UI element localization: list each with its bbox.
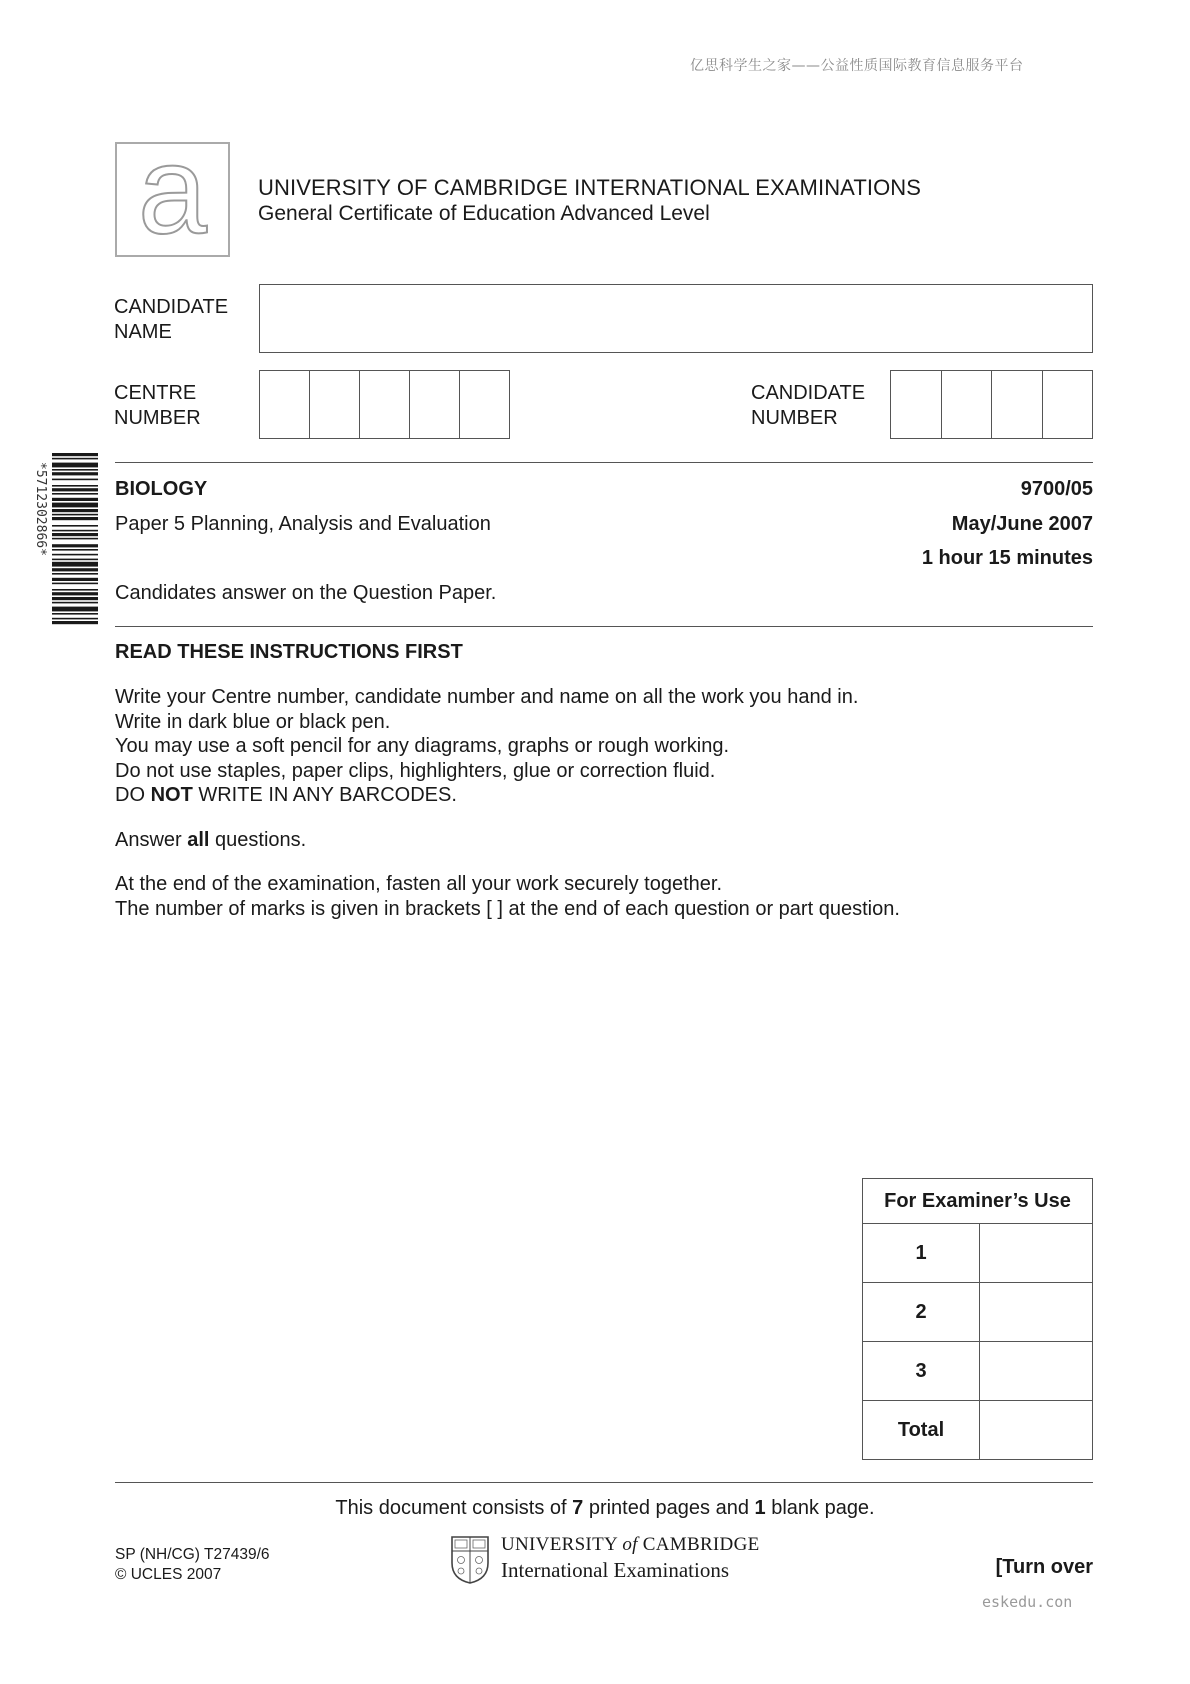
centre-number-label: CENTRE NUMBER	[114, 382, 201, 429]
question-number: 2	[863, 1283, 980, 1342]
barcode-bar	[52, 621, 98, 624]
candidate-number-cell[interactable]	[991, 371, 1042, 438]
total-mark-cell[interactable]	[980, 1401, 1093, 1460]
barcode-bar	[52, 493, 98, 495]
watermark-top: 亿思科学生之家——公益性质国际教育信息服务平台	[690, 58, 1024, 74]
barcode-bar	[52, 453, 98, 456]
instruction-answer-all: Answer all questions.	[115, 828, 307, 851]
barcode-bar	[52, 509, 98, 512]
examiner-use-heading: For Examiner’s Use	[863, 1179, 1093, 1224]
barcode-bar	[52, 559, 98, 561]
barcode-bar	[52, 618, 98, 620]
barcode-bar	[52, 517, 98, 520]
mark-cell[interactable]	[980, 1224, 1093, 1283]
question-number: 1	[863, 1224, 980, 1283]
barcode-bar	[52, 485, 98, 487]
divider	[115, 462, 1093, 463]
instruction-line: DO NOT WRITE IN ANY BARCODES.	[115, 784, 457, 806]
barcode-bar	[52, 538, 98, 540]
candidate-number-cell[interactable]	[941, 371, 992, 438]
candidate-number-cell[interactable]	[891, 371, 941, 438]
centre-number-cell[interactable]	[459, 371, 509, 438]
barcode-bar	[52, 613, 98, 615]
barcode-bar	[52, 498, 98, 501]
instruction-line: At the end of the examination, fasten all your work securely together.	[115, 873, 723, 895]
barcode-digits: *5712302866*	[33, 462, 48, 556]
mark-cell[interactable]	[980, 1342, 1093, 1401]
centre-number-cell[interactable]	[409, 371, 459, 438]
barcode	[52, 453, 98, 685]
barcode-bar	[52, 530, 98, 532]
divider	[115, 626, 1093, 627]
barcode-bar	[52, 544, 98, 547]
examiner-use-table	[862, 1178, 1093, 1460]
centre-number-cell[interactable]	[359, 371, 409, 438]
barcode-bar	[52, 463, 98, 468]
instruction-line: The number of marks is given in brackets [ ] at the end of each question or part question.	[115, 897, 900, 920]
centre-number-cell[interactable]	[260, 371, 309, 438]
barcode-bar	[52, 472, 98, 475]
logo-letter: a	[138, 122, 207, 260]
instructions-body	[115, 685, 1015, 921]
subject: BIOLOGY	[115, 478, 208, 500]
candidate-name-field[interactable]	[259, 284, 1093, 353]
candidate-number-field[interactable]	[890, 370, 1093, 439]
barcode-bar	[52, 562, 98, 567]
university-title: UNIVERSITY OF CAMBRIDGE INTERNATIONAL EXAMINATIONS	[258, 175, 922, 200]
candidate-number-cell[interactable]	[1042, 371, 1093, 438]
qualification-title: General Certificate of Education Advanced Level	[258, 202, 710, 225]
barcode-bar	[52, 514, 98, 516]
barcode-bar	[52, 549, 98, 551]
barcode-bar	[52, 589, 98, 591]
question-number: 3	[863, 1342, 980, 1401]
barcode-bar	[52, 583, 98, 585]
candidate-name-label: CANDIDATE NAME	[114, 296, 229, 343]
cambridge-logo-line1: UNIVERSITY of CAMBRIDGE	[501, 1534, 760, 1555]
instruction-line: Write in dark blue or black pen.	[115, 710, 391, 733]
barcode-bar	[52, 607, 98, 612]
cambridge-logo-line2: International Examinations	[501, 1558, 730, 1582]
centre-number-field[interactable]	[259, 370, 510, 439]
footer-reference: SP (NH/CG) T27439/6 © UCLES 2007	[115, 1546, 270, 1583]
barcode-bar	[52, 533, 98, 536]
barcode-bar	[52, 525, 98, 527]
mark-cell[interactable]	[980, 1283, 1093, 1342]
instructions-heading: READ THESE INSTRUCTIONS FIRST	[115, 641, 463, 663]
instruction-line: Write your Centre number, candidate number and name on all the work you hand in.	[115, 686, 859, 708]
barcode-bar	[52, 568, 98, 571]
exam-session: May/June 2007	[951, 513, 1093, 535]
divider	[115, 1482, 1093, 1483]
barcode-bar	[52, 458, 98, 460]
answer-note: Candidates answer on the Question Paper.	[115, 582, 497, 604]
syllabus-code: 9700/05	[1020, 478, 1093, 500]
barcode-bar	[52, 602, 98, 604]
barcode-bar	[52, 592, 98, 595]
exam-duration: 1 hour 15 minutes	[921, 547, 1093, 569]
page-count-note: This document consists of 7 printed pages and 1 blank page.	[335, 1497, 875, 1519]
barcode-bar	[52, 488, 98, 491]
watermark-bottom: eskedu.con	[982, 1593, 1073, 1611]
barcode-bar	[52, 469, 98, 471]
barcode-bar	[52, 573, 98, 575]
paper-title: Paper 5 Planning, Analysis and Evaluation	[115, 513, 491, 535]
instruction-line: You may use a soft pencil for any diagrams, graphs or rough working.	[115, 735, 730, 757]
instruction-line: Do not use staples, paper clips, highlighters, glue or correction fluid.	[115, 759, 716, 782]
cie-a-logo	[115, 122, 230, 260]
cambridge-crest-icon	[450, 1535, 490, 1585]
total-label: Total	[863, 1401, 980, 1460]
barcode-bar	[52, 554, 98, 556]
candidate-number-label: CANDIDATE NUMBER	[751, 382, 866, 429]
barcode-bar	[52, 503, 98, 508]
centre-number-cell[interactable]	[309, 371, 359, 438]
barcode-bar	[52, 578, 98, 581]
barcode-bar	[52, 597, 98, 600]
turn-over-note: [Turn over	[995, 1556, 1093, 1578]
barcode-bar	[52, 479, 98, 481]
